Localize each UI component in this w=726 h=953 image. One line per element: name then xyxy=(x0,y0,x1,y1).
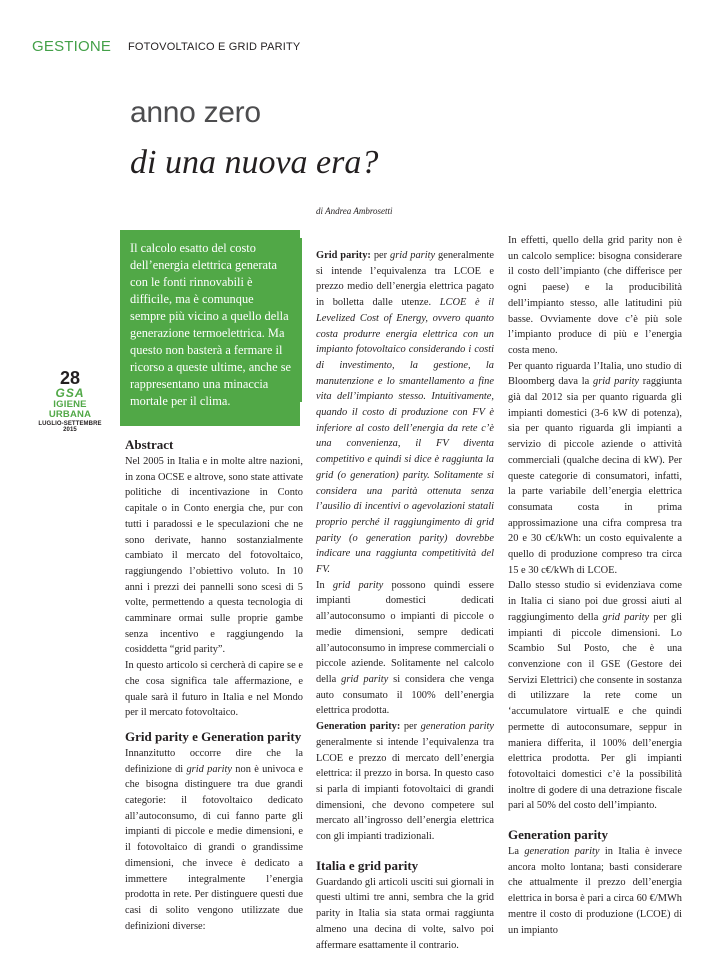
page-number: 28 xyxy=(59,368,81,388)
body-paragraph: Dallo stesso studio si evidenziava come in Italia ci siano poi due grossi aiuti al raggiungimento della grid parity per gli impianti di piccole dimensioni. Lo Scambio Sul Posto, che è una convenzione con il GSE (Gestore dei Servizi Elettrici) che consente in sostanza di utilizzare la rete come un ‘accumulatore virtualE e che quindi permette di autoconsumare, seppur in maniera differita, il 100% dell’energia elettrica prodotta. Per gli impianti fotovoltaici domestici c’è la possibilità inoltre di godere di una detrazione fiscale pari al 50% del costo dell’impianto. xyxy=(508,580,682,812)
magazine-name: IGIENE URBANA xyxy=(48,399,92,420)
column-3 xyxy=(508,233,682,938)
section-heading: Generation parity xyxy=(508,827,609,843)
callout-tab xyxy=(292,238,302,402)
abstract-paragraph: In questo articolo si cercherà di capire se e che cosa significa tale affermazione, e quale sarà il futuro in Italia e nel Mondo per il mercato fotovoltaico. xyxy=(125,660,303,719)
section-heading: Grid parity e Generation parity xyxy=(125,728,302,744)
magazine-brand: GSA xyxy=(55,386,85,400)
abstract-heading: Abstract xyxy=(125,437,174,452)
abstract-paragraph: Nel 2005 in Italia e in molte altre nazioni, in zona OCSE e altrove, sono state attivate politiche di incentivazione in Conto capitale o in Conto energia che, pur con tutti i paradossi e le speculazioni che ne sono derivate, hanno sostanzialmente cambiato il mercato del fotovoltaico, raggiungendo l’obiettivo voluto. In 10 anni i prezzi dei pannelli sono scesi di 5 volte, permettendo a questa tecnologia di camminare ormai sulle proprie gambe senza incentivo e raggiungendo la cosiddetta “grid parity”. xyxy=(125,456,303,656)
section-heading: Italia e grid parity xyxy=(316,857,419,873)
article-title-line2: di una nuova era? xyxy=(130,144,379,181)
magazine-logo xyxy=(38,386,102,433)
body-paragraph: La generation parity in Italia è invece ancora molto lontana; basti considerare che attualmente il prezzo dell’energia elettrica in borsa è pari a circa 60 €/MWh mentre il costo di produzione (LCOE) di un impianto xyxy=(508,846,683,936)
callout-text: Il calcolo esatto del costo dell’energia elettrica generata con le fonti rinnovabili è difficile, ma è comunque sempre più vicino a quello della generazione termoelettrica. Ma questo non basterà a fermare il ricorso a queste ultime, anche se rappresentano una minaccia mortale per il clima. xyxy=(130,241,292,408)
callout-box xyxy=(120,230,300,426)
body-paragraph: In effetti, quello della grid parity non è un calcolo semplice: bisogna considerare il costo dell’impianto (che differisce per ogni paese) e la producibilità dell’impianto stesso, alle latitudini più basse. Ovviamente dove c’è più sole l’impianto produce di più e l’energia costa meno. xyxy=(508,235,682,356)
magazine-issue: LUGLIO-SETTEMBRE 2015 xyxy=(38,421,102,433)
byline: di Andrea Ambrosetti xyxy=(316,206,393,216)
column-2 xyxy=(316,233,494,953)
body-paragraph: In grid parity possono quindi essere impianti domestici dedicati all’autoconsumo o impianti di piccole o medie dimensioni, sempre dedicati all’autoconsumo in imprese commerciali o piccole aziende. Solitamente nel calcolo della grid parity si considera che venga auto consumato il 100% dell’energia elettrica prodotta. xyxy=(316,579,494,717)
section-label: GESTIONE xyxy=(32,38,112,55)
body-paragraph: Innanzitutto occorre dire che la definizione di grid parity non è univoca e che bisogna distinguere tra due grandi categorie: il fotovoltaico dedicato all’autoconsumo, di cui fanno parte gli impianti di piccole e medie dimensioni, e il fotovoltaico di grandi o grandissime dimensioni, che invece è dedicato a immettere integralmente l’energia prodotta in rete. Per distinguere questi due casi di solito vengono utilizzate due definizioni diverse: xyxy=(125,747,303,932)
body-paragraph: Guardando gli articoli usciti sui giornali in questi ultimi tre anni, sembra che la grid parity in Italia sia stata ormai raggiunta almeno una decina di volte, salvo poi affermare esattamente il contrario. xyxy=(316,876,494,951)
article-title-line1: anno zero xyxy=(130,96,261,129)
body-paragraph: Per quanto riguarda l’Italia, uno studio di Bloomberg dava la grid parity raggiunta già dal 2012 sia per quanto riguarda gli impianti domestici (3-6 kW di potenza), sia per quanto riguarda gli impianti a servizio di piccole aziende o attività commerciali (qualche decina di kW). Per queste categorie di consumatori, infatti, la parte variabile dell’energia elettrica consumata costa in prima approssimazione una cifra compresa tra 20 e 30 c€/kWh: un costo equivalente a quello di produzione compreso tra circa 15 e 30 c€/kWh di LCOE. xyxy=(508,360,682,576)
definition-generation-parity: Generation parity: per generation parity generalmente si intende l’equivalenza tra LCOE e prezzo di mercato dell’energia elettrica: il prezzo in borsa. In questo caso si parla di impianti fotovoltaici di grandi dimensioni, che devono competere sul mercato all’ingrosso dell’energia elettrica con gli impianti tradizionali. xyxy=(316,721,494,843)
topic-label: FOTOVOLTAICO E GRID PARITY xyxy=(128,41,301,53)
definition-grid-parity: Grid parity: per grid parity generalmente si intende l’equivalenza tra LCOE e prezzo medio dell’energia elettrica pagato in bolletta dalle utenze. LCOE è il Levelized Cost of Energy, ovvero quanto costa produrre energia elettrica con un impianto fotovoltaico considerando i costi di investimento, la gestione, la manutenzione e lo smantellamento a fine vita dell’impianto stesso. Intuitivamente, quando il costo di produzione con FV è inferiore al costo dell’energia da rete c’è una convenienza, il FV diventa competitivo e quindi si dice è raggiunta la grid (o generation) parity. Solitamente si considera una parità ottenuta senza l’ausilio di incentivi o agevolazioni statali proprio perché il raggiungimento di grid parity (o generation parity) dovrebbe indicare una raggiunta competitività del FV. xyxy=(316,250,495,576)
column-1 xyxy=(125,436,303,934)
